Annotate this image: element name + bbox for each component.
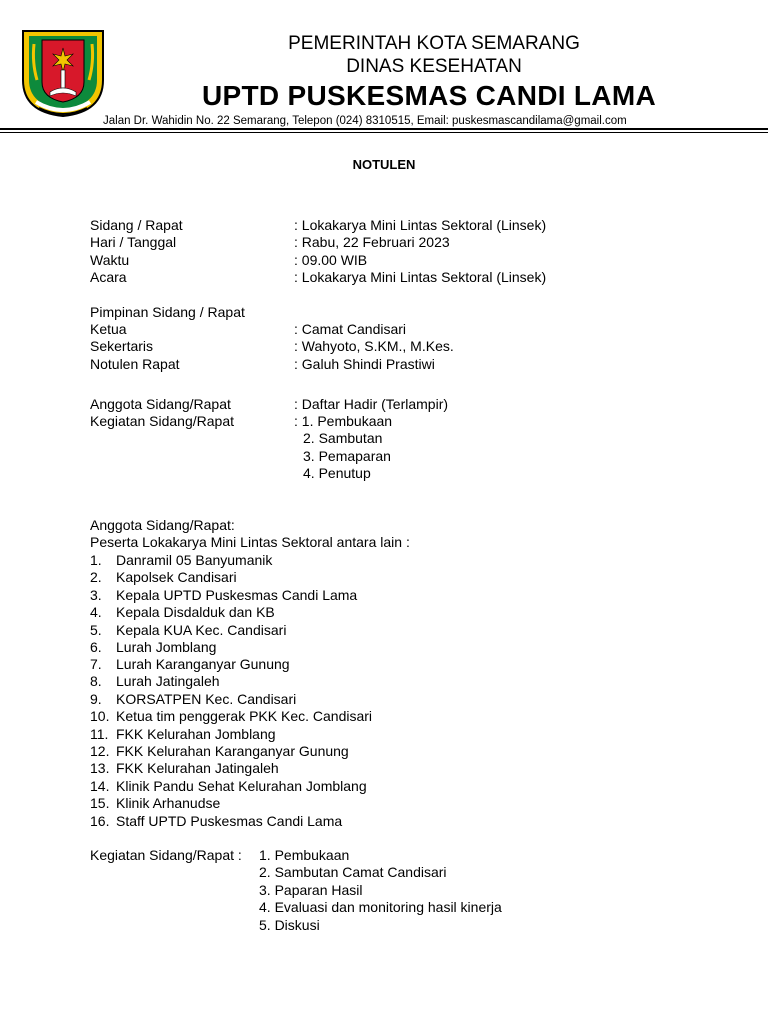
kegiatan-item-2: 2. Sambutan (303, 430, 383, 446)
peserta-item: Klinik Arhanudse (116, 795, 221, 811)
letterhead-address: Jalan Dr. Wahidin No. 22 Semarang, Telepon (024) 8310515, Email: puskesmascandilama@gmail.com (103, 115, 627, 127)
sekertaris-value: : Wahyoto, S.KM., M.Kes. (294, 338, 454, 354)
kegiatan2-item: 3. Paparan Hasil (259, 882, 363, 898)
peserta-num: 13. (90, 760, 110, 776)
peserta-num: 7. (90, 656, 102, 672)
peserta-item: KORSATPEN Kec. Candisari (116, 691, 297, 707)
letterhead-rule-thin (0, 132, 768, 133)
peserta-num: 9. (90, 691, 102, 707)
peserta-num: 3. (90, 587, 102, 603)
pimpinan-heading: Pimpinan Sidang / Rapat (90, 304, 245, 320)
sekertaris-label: Sekertaris (90, 338, 154, 354)
peserta-num: 2. (90, 569, 102, 585)
letterhead-rule-thick (0, 128, 768, 130)
hari-label: Hari / Tanggal (90, 234, 177, 250)
peserta-num: 8. (90, 673, 102, 689)
kegiatan-label: Kegiatan Sidang/Rapat (90, 413, 234, 429)
peserta-item: Danramil 05 Banyumanik (116, 552, 273, 568)
letterhead-line-1: PEMERINTAH KOTA SEMARANG (288, 33, 580, 54)
ketua-label: Ketua (90, 321, 127, 337)
peserta-item: Lurah Karanganyar Gunung (116, 656, 290, 672)
hari-value: : Rabu, 22 Februari 2023 (294, 234, 450, 250)
peserta-item: Lurah Jatingaleh (116, 673, 220, 689)
peserta-num: 10. (90, 708, 110, 724)
peserta-num: 16. (90, 813, 110, 829)
peserta-num: 4. (90, 604, 102, 620)
kegiatan2-item: 2. Sambutan Camat Candisari (259, 864, 447, 880)
letterhead-line-2: DINAS KESEHATAN (346, 56, 522, 77)
kegiatan-item-1: : 1. Pembukaan (294, 413, 393, 429)
anggota-label: Anggota Sidang/Rapat (90, 396, 231, 412)
notulen-value: : Galuh Shindi Prastiwi (294, 356, 435, 372)
ketua-value: : Camat Candisari (294, 321, 407, 337)
peserta-heading: Anggota Sidang/Rapat: (90, 517, 235, 533)
peserta-item: FKK Kelurahan Karanganyar Gunung (116, 743, 349, 759)
peserta-item: Kepala UPTD Puskesmas Candi Lama (116, 587, 358, 603)
waktu-label: Waktu (90, 252, 130, 268)
document-title: NOTULEN (352, 157, 416, 172)
kegiatan-item-4: 4. Penutup (303, 465, 371, 481)
kegiatan2-label: Kegiatan Sidang/Rapat : (90, 847, 242, 863)
sidang-label: Sidang / Rapat (90, 217, 183, 233)
acara-label: Acara (90, 269, 127, 285)
peserta-item: Lurah Jomblang (116, 639, 217, 655)
peserta-num: 15. (90, 795, 110, 811)
peserta-item: Kepala Disdalduk dan KB (116, 604, 275, 620)
kegiatan2-item: 1. Pembukaan (259, 847, 350, 863)
sidang-value: : Lokakarya Mini Lintas Sektoral (Linsek) (294, 217, 547, 233)
peserta-item: Kepala KUA Kec. Candisari (116, 622, 287, 638)
peserta-num: 11. (90, 726, 109, 742)
notulen-label: Notulen Rapat (90, 356, 180, 372)
peserta-item: Kapolsek Candisari (116, 569, 237, 585)
peserta-item: Klinik Pandu Sehat Kelurahan Jomblang (116, 778, 367, 794)
peserta-item: FKK Kelurahan Jatingaleh (116, 760, 279, 776)
kegiatan2-item: 4. Evaluasi dan monitoring hasil kinerja (259, 899, 502, 915)
waktu-value: : 09.00 WIB (294, 252, 368, 268)
peserta-intro: Peserta Lokakarya Mini Lintas Sektoral antara lain : (90, 534, 410, 550)
peserta-item: Staff UPTD Puskesmas Candi Lama (116, 813, 343, 829)
kegiatan2-item: 5. Diskusi (259, 917, 320, 933)
kegiatan-item-3: 3. Pemaparan (303, 448, 391, 464)
peserta-num: 6. (90, 639, 102, 655)
peserta-num: 12. (90, 743, 110, 759)
peserta-num: 14. (90, 778, 110, 794)
acara-value: : Lokakarya Mini Lintas Sektoral (Linsek) (294, 269, 547, 285)
peserta-item: FKK Kelurahan Jomblang (116, 726, 276, 742)
peserta-num: 1. (90, 552, 102, 568)
peserta-item: Ketua tim penggerak PKK Kec. Candisari (116, 708, 373, 724)
peserta-num: 5. (90, 622, 102, 638)
letterhead-title: UPTD PUSKESMAS CANDI LAMA (202, 80, 656, 111)
anggota-value: : Daftar Hadir (Terlampir) (294, 396, 449, 412)
